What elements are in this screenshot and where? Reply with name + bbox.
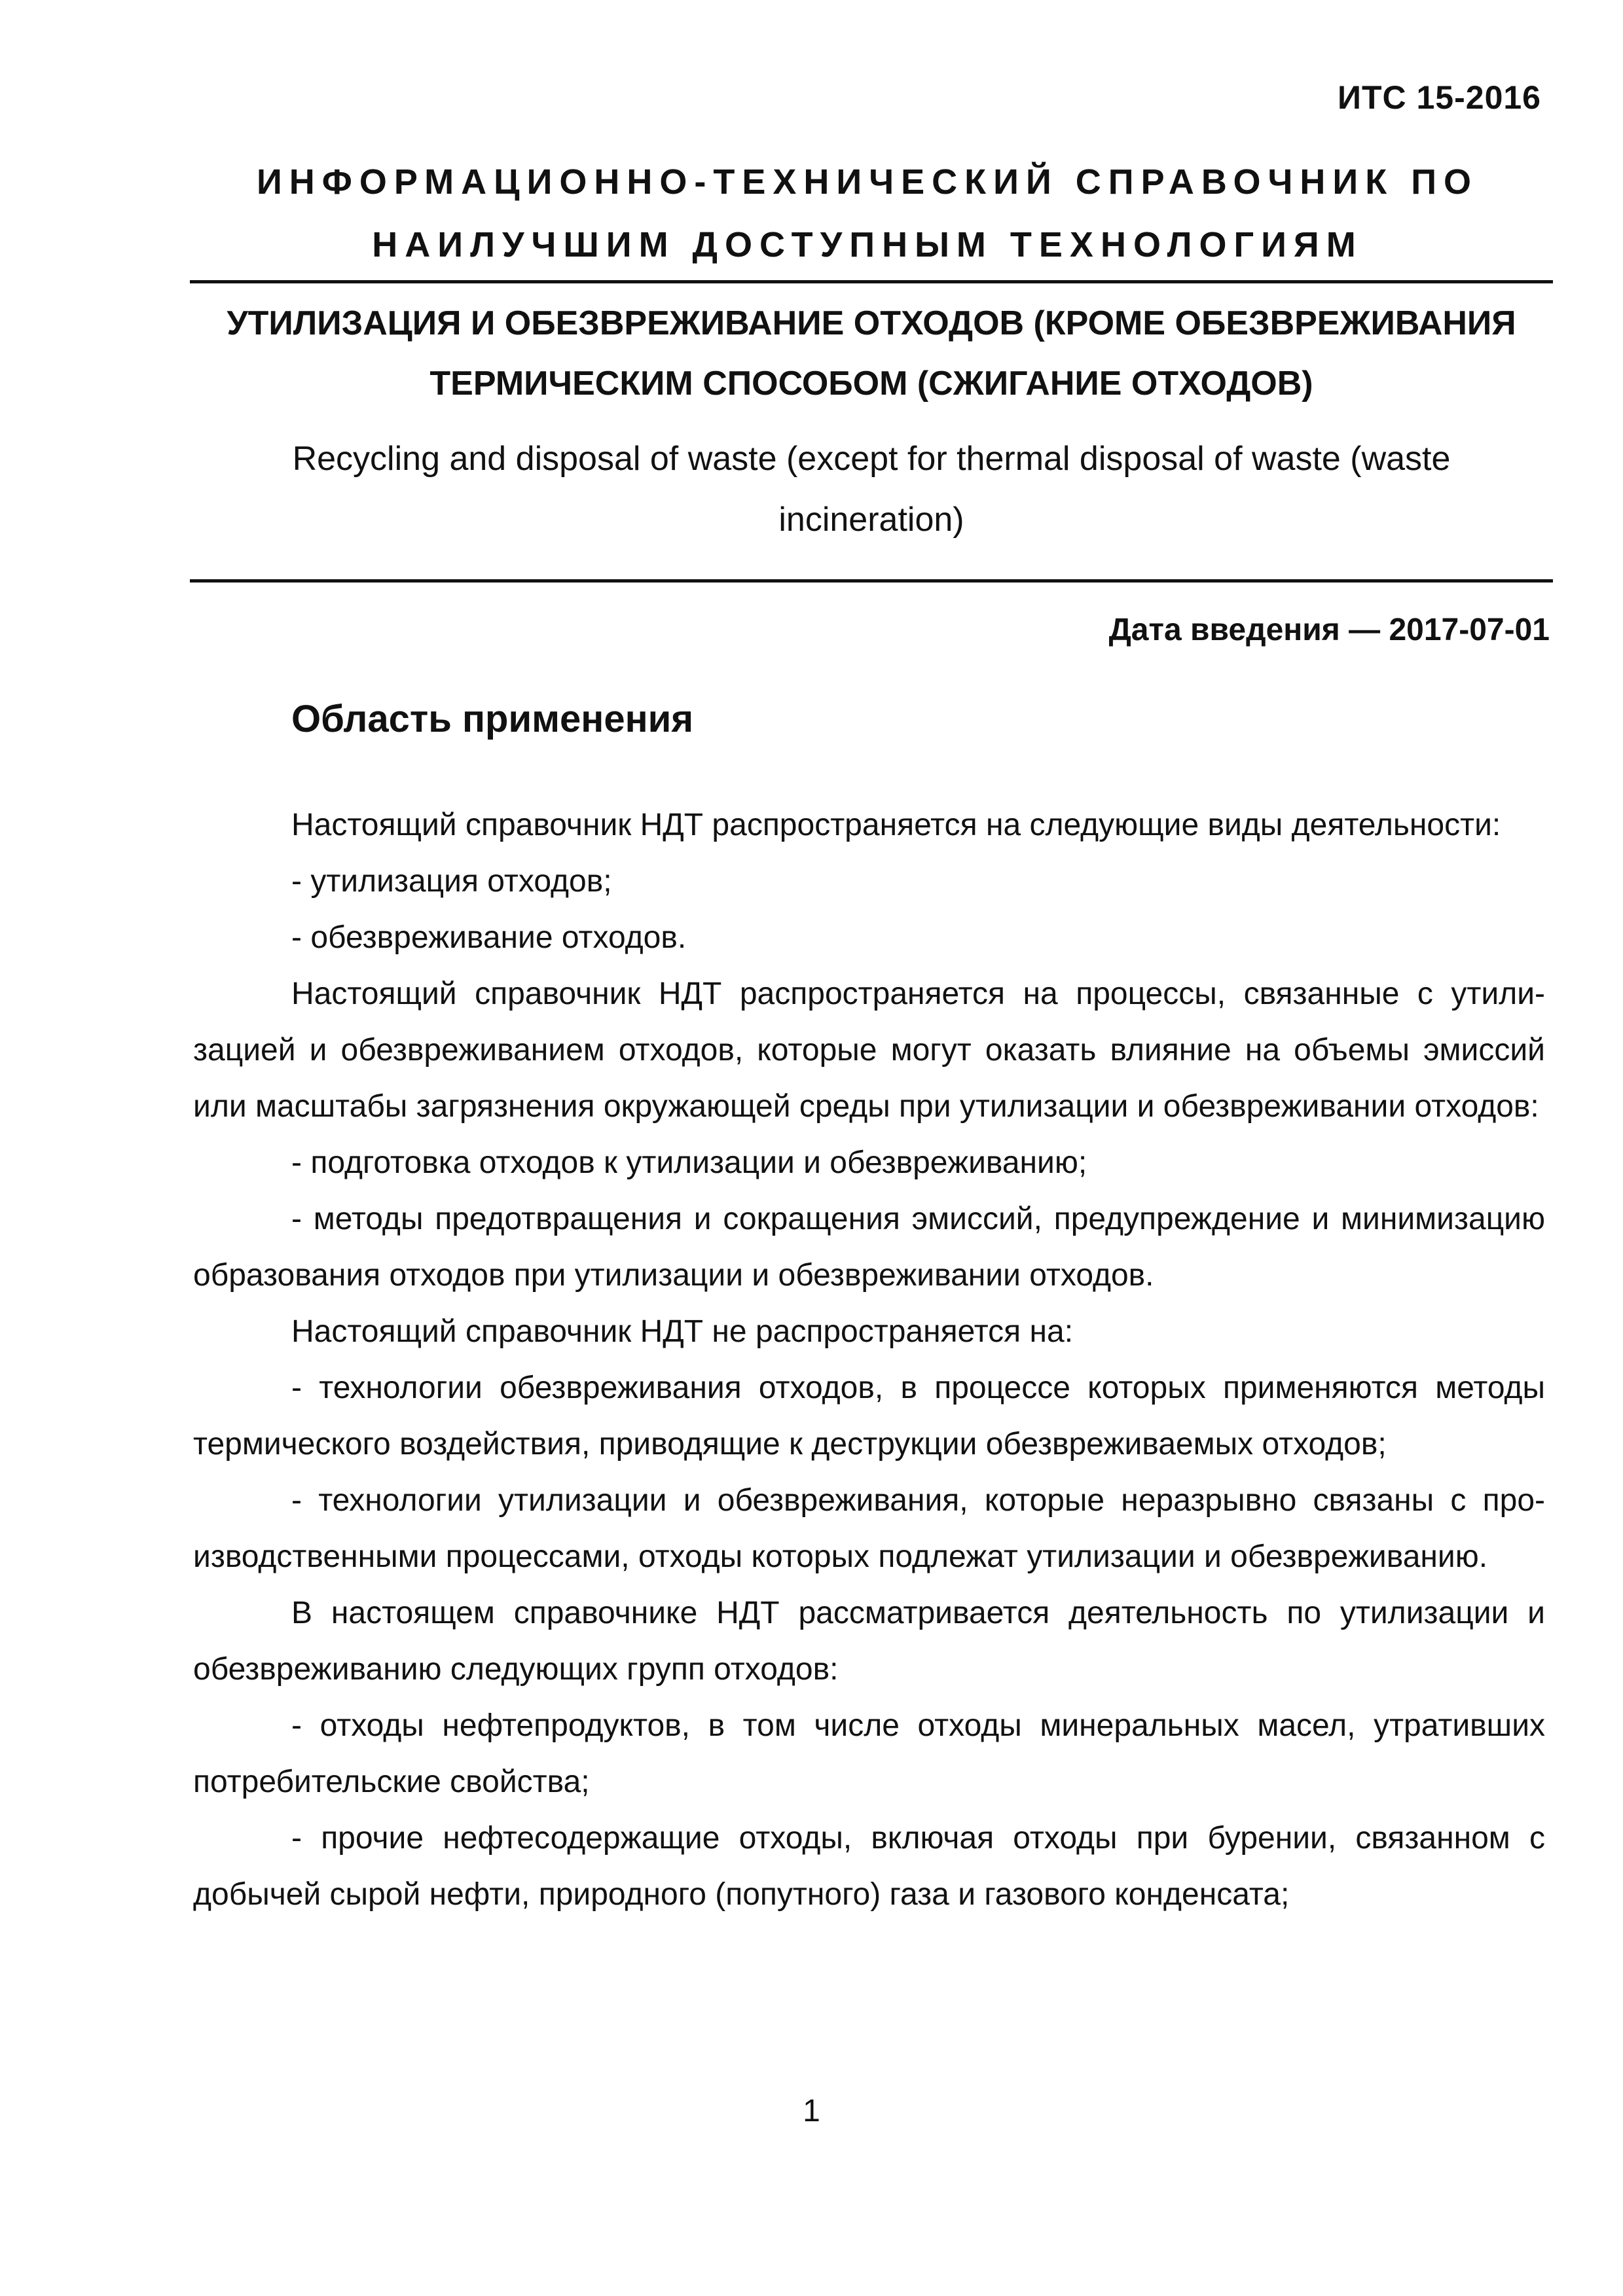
document-title-ru — [190, 293, 1553, 414]
title-en-line-2: incineration) — [778, 501, 964, 539]
paragraph: Настоящий справочник НДТ распространяется на следующие виды деятельности: — [291, 808, 1501, 842]
series-title-line-2: НАИЛУЧШИМ ДОСТУПНЫМ ТЕХНОЛОГИЯМ — [372, 225, 1363, 264]
list-item: - прочие нефтесодержащие отходы, включая отходы при бурении, связанном с добычей сырой нефти, природного (попутного) газа и газового конденсата; — [193, 1821, 1545, 1912]
bottom-divider — [190, 579, 1553, 583]
document-title-en — [190, 429, 1553, 550]
paragraph: В настоящем справочнике НДТ рассматривается деятельность по утилизации и обезвреживанию следующих групп отходов: — [193, 1596, 1545, 1687]
title-en-line-1: Recycling and disposal of waste (except for thermal disposal of waste (waste — [292, 440, 1451, 478]
list-item: - методы предотвращения и сокращения эмиссий, предупреждение и минимизацию образования отходов при утилизации и обезвреживании отходов. — [193, 1202, 1545, 1293]
section-title: Область применения — [291, 698, 694, 740]
list-item: - утилизация отходов; — [291, 864, 612, 899]
document-code: ИТС 15-2016 — [1338, 79, 1541, 116]
title-ru-line-1: УТИЛИЗАЦИЯ И ОБЕЗВРЕЖИВАНИЕ ОТХОДОВ (КРОМЕ ОБЕЗВРЕЖИВАНИЯ — [227, 304, 1516, 342]
list-item: - обезвреживание отходов. — [291, 920, 687, 955]
list-item: - технологии утилизации и обезвреживания, которые неразрывно связаны с производственными процессами, отходы которых подлежат утилизации и обезвреживанию. — [193, 1483, 1545, 1574]
series-title — [190, 151, 1545, 276]
list-item: - отходы нефтепродуктов, в том числе отходы минеральных масел, утративших потребительские свойства; — [193, 1708, 1545, 1799]
page-number: 1 — [803, 2094, 820, 2128]
list-item: - технологии обезвреживания отходов, в процессе которых применяются методы термического воздействия, приводящие к деструкции обезвреживаемых отходов; — [193, 1371, 1545, 1462]
top-divider — [190, 280, 1553, 283]
list-item: - подготовка отходов к утилизации и обезвреживанию; — [291, 1145, 1087, 1180]
introduction-date: Дата введения — 2017-07-01 — [1108, 613, 1550, 647]
series-title-line-1: ИНФОРМАЦИОННО-ТЕХНИЧЕСКИЙ СПРАВОЧНИК ПО — [256, 162, 1479, 202]
body-text — [193, 797, 1545, 1923]
paragraph: Настоящий справочник НДТ не распространяется на: — [291, 1314, 1074, 1349]
paragraph: Настоящий справочник НДТ распространяется на процессы, связанные с утилизацией и обезвреживанием отходов, которые могут оказать влияние на объемы эмиссий или масштабы загрязнения окружающей среды при утилизации и обезвреживании отходов: — [193, 977, 1545, 1124]
title-ru-line-2: ТЕРМИЧЕСКИМ СПОСОБОМ (СЖИГАНИЕ ОТХОДОВ) — [429, 365, 1313, 403]
